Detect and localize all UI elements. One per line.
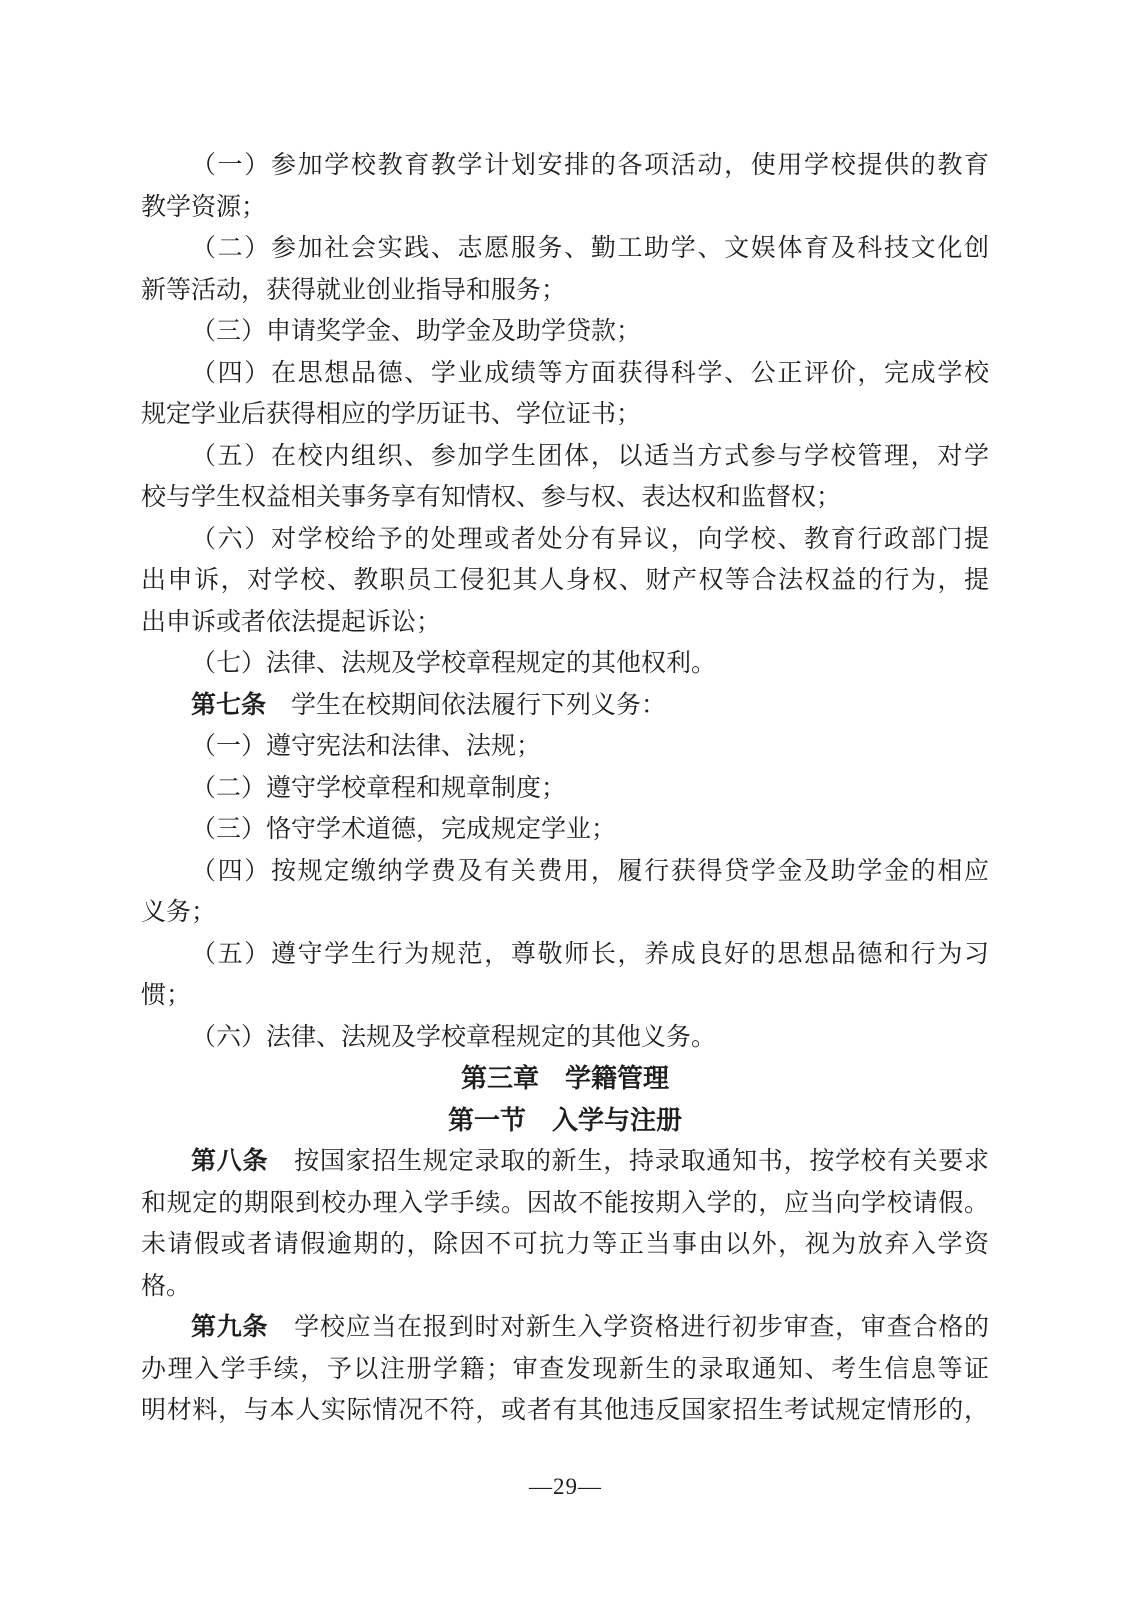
text-run: （二）遵守学校章程和规章制度；	[191, 774, 567, 802]
page-number: —29—	[529, 1474, 602, 1499]
text-line	[141, 353, 989, 395]
text-run: （三）申请奖学金、助学金及助学贷款；	[191, 318, 642, 345]
text-line	[141, 1183, 989, 1225]
text-run: 第三章 学籍管理	[460, 1064, 669, 1093]
text-run: （四）按规定缴纳学费及有关费用，履行获得贷学金及助学金的相应	[191, 857, 989, 885]
text-line	[141, 1390, 989, 1432]
text-run: 和规定的期限到校办理入学手续。因故不能按期入学的，应当向学校请假。	[141, 1189, 989, 1217]
text-line	[141, 685, 989, 727]
text-line	[141, 1307, 989, 1349]
article-label: 第八条	[191, 1148, 269, 1175]
text-run: 办理入学手续，予以注册学籍；审查发现新生的录取通知、考生信息等证	[141, 1355, 989, 1383]
text-run: 教学资源；	[141, 193, 267, 221]
text-line	[141, 1349, 989, 1391]
text-line	[141, 519, 989, 561]
text-line	[141, 1266, 989, 1308]
text-run: 规定学业后获得相应的学历证书、学位证书；	[141, 401, 642, 428]
text-run: （一）遵守宪法和法律、法规；	[191, 733, 542, 760]
article-label: 第七条	[191, 691, 267, 719]
text-run: （七）法律、法规及学校章程规定的其他权利。	[191, 650, 717, 677]
text-run: 出申诉，对学校、教职员工侵犯其人身权、财产权等合法权益的行为，提	[141, 567, 989, 594]
document-body	[141, 145, 989, 1432]
text-run: （六）法律、法规及学校章程规定的其他义务。	[191, 1023, 717, 1051]
text-run: （五）遵守学生行为规范，尊敬师长，养成良好的思想品德和行为习	[191, 940, 989, 968]
text-line	[141, 228, 989, 270]
text-line	[141, 1017, 989, 1059]
text-line	[141, 934, 989, 976]
text-line	[141, 809, 989, 851]
text-line	[141, 477, 989, 519]
text-line	[141, 643, 989, 685]
text-line	[141, 768, 989, 810]
text-run: （四）在思想品德、学业成绩等方面获得科学、公正评价，完成学校	[191, 359, 989, 387]
text-line	[141, 726, 989, 768]
text-line	[141, 187, 989, 229]
text-line	[141, 145, 989, 187]
chapter-heading	[141, 1058, 989, 1100]
text-run: 出申诉或者依法提起诉讼；	[141, 608, 442, 636]
section-heading	[141, 1100, 989, 1142]
text-run: 格。	[141, 1272, 192, 1300]
text-run: （一）参加学校教育教学计划安排的各项活动，使用学校提供的教育	[191, 152, 989, 179]
text-line	[141, 436, 989, 478]
text-line	[141, 270, 989, 312]
text-run: 义务；	[141, 899, 217, 926]
text-run: 新等活动，获得就业创业指导和服务；	[141, 276, 567, 304]
text-run: 第一节 入学与注册	[447, 1105, 682, 1135]
text-run: 校与学生权益相关事务享有知情权、参与权、表达权和监督权；	[141, 484, 842, 511]
text-line	[141, 394, 989, 436]
text-run: 惯；	[141, 982, 192, 1009]
text-line	[141, 602, 989, 644]
text-run: 明材料，与本人实际情况不符，或者有其他违反国家招生考试规定情形的，	[141, 1397, 989, 1424]
text-line	[141, 1224, 989, 1266]
text-line	[141, 892, 989, 934]
text-line	[141, 1141, 989, 1183]
article-label: 第九条	[191, 1314, 269, 1341]
text-run: （三）恪守学术道德，完成规定学业；	[191, 816, 617, 843]
text-run: （六）对学校给予的处理或者处分有异议，向学校、教育行政部门提	[191, 525, 989, 553]
text-line	[141, 560, 989, 602]
text-line	[141, 311, 989, 353]
text-run: （二）参加社会实践、志愿服务、勤工助学、文娱体育及科技文化创	[191, 235, 989, 262]
text-run: 未请假或者请假逾期的，除因不可抗力等正当事由以外，视为放弃入学资	[141, 1231, 989, 1258]
text-run: 学校应当在报到时对新生入学资格进行初步审查，审查合格的	[268, 1314, 989, 1341]
text-run: 按国家招生规定录取的新生，持录取通知书，按学校有关要求	[268, 1148, 989, 1175]
text-line	[141, 851, 989, 893]
text-line	[141, 975, 989, 1017]
text-run: 学生在校期间依法履行下列义务：	[266, 691, 667, 719]
text-run: （五）在校内组织、参加学生团体，以适当方式参与学校管理，对学	[191, 442, 989, 470]
